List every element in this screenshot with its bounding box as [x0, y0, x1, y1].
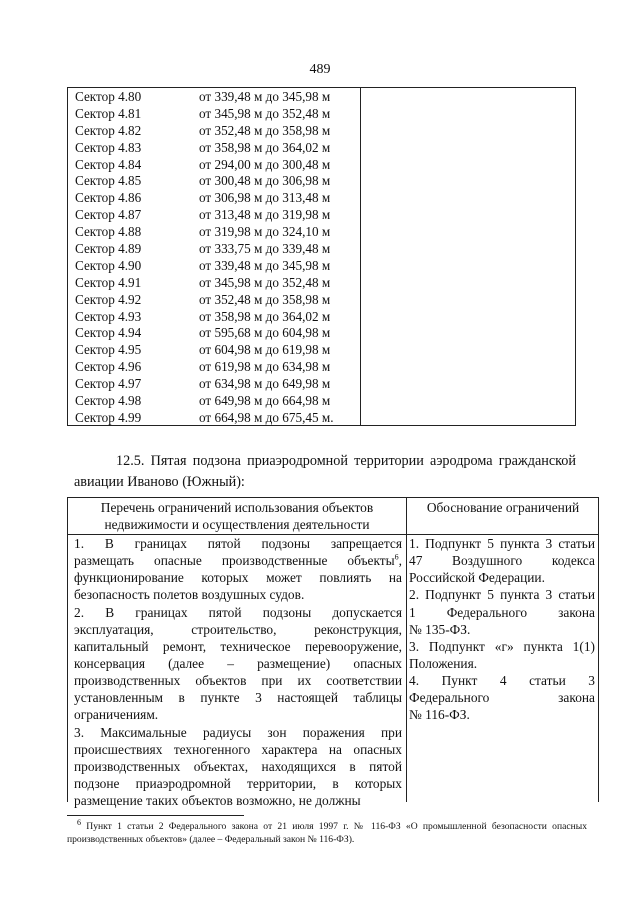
sector-name: Сектор 4.86 — [75, 190, 142, 206]
justification-line: № 116-ФЗ. — [409, 707, 470, 723]
sector-name: Сектор 4.88 — [75, 224, 142, 240]
restriction-line — [74, 569, 402, 586]
sector-range: от 664,98 м до 675,45 м. — [199, 409, 334, 425]
justification-line: Российской Федерации. — [409, 570, 545, 586]
sector-range: от 352,48 м до 358,98 м — [199, 291, 331, 307]
restriction-line-text: ограничениям. — [74, 707, 159, 723]
sector-range: от 313,48 м до 319,98 м — [199, 207, 331, 223]
sector-name: Сектор 4.97 — [75, 376, 142, 392]
section-heading — [74, 451, 576, 493]
header-left-line-2: недвижимости и осуществления деятельности — [104, 516, 370, 532]
restriction-line-text: 1. В границах пятой подзоны запрещается — [74, 536, 402, 551]
sector-row — [75, 89, 359, 106]
sector-range: от 333,75 м до 339,48 м — [199, 241, 331, 257]
footnote-reference: 6 — [394, 552, 399, 562]
sector-name: Сектор 4.89 — [75, 241, 142, 257]
sector-row — [75, 123, 359, 140]
sector-row — [75, 342, 359, 359]
sector-name: Сектор 4.92 — [75, 291, 142, 307]
justification-line: Положения. — [409, 655, 478, 671]
section-heading-line-2: авиации Иваново (Южный): — [74, 474, 245, 490]
sector-row — [75, 241, 359, 258]
sector-name: Сектор 4.80 — [75, 89, 142, 104]
sector-row — [75, 207, 359, 224]
sector-row — [75, 140, 359, 157]
sector-row — [75, 376, 359, 393]
sector-name: Сектор 4.94 — [75, 325, 142, 341]
restriction-line — [74, 638, 402, 655]
sector-range: от 306,98 м до 313,48 м — [199, 190, 331, 206]
header-left-line-1: Перечень ограничений использования объектов — [100, 500, 374, 515]
sector-name: Сектор 4.93 — [75, 308, 142, 324]
restriction-line — [74, 535, 402, 552]
sector-name: Сектор 4.98 — [75, 393, 142, 409]
justification-line: Федерального закона — [409, 690, 595, 706]
restriction-line-text: производственных объектах, находящихся в пятой — [74, 758, 402, 774]
sector-row — [75, 292, 359, 309]
restriction-line-text: капитальный ремонт, техническое перевооружение, — [74, 638, 402, 654]
sector-row — [75, 258, 359, 275]
sector-range: от 300,48 м до 306,98 м — [199, 173, 331, 189]
sector-row — [75, 410, 359, 427]
sector-range: от 619,98 м до 634,98 м — [199, 359, 331, 375]
footnote-text-1: Пункт 1 статьи 2 Федерального закона от 21 июля 1997 г. № 116-ФЗ «О промышленной безопасности опасных — [86, 821, 587, 832]
sector-row — [75, 190, 359, 207]
sector-row — [75, 359, 359, 376]
restriction-line-text: производственных объектов при их соответствии — [74, 673, 402, 689]
restriction-line-text: 2. В границах пятой подзоны допускается — [74, 604, 402, 620]
restriction-line — [74, 706, 402, 723]
restriction-line-text: происшествиях техногенного характера на опасных — [74, 741, 402, 757]
restriction-line-text: подзоне приаэродромной территории, в которых — [74, 775, 402, 791]
restriction-line — [74, 604, 402, 621]
sector-range: от 339,48 м до 345,98 м — [199, 89, 331, 104]
restrictions-text — [74, 535, 402, 809]
page-number: 489 — [309, 62, 331, 77]
justification-line: 1 Федерального закона — [409, 604, 595, 620]
sector-range: от 358,98 м до 364,02 м — [199, 308, 331, 324]
restriction-line-text: размещать опасные производственные объекты — [74, 553, 395, 569]
restriction-line — [74, 672, 402, 689]
justification-line: 2. Подпункт 5 пункта 3 статьи — [409, 587, 595, 603]
footnote-line-1 — [67, 817, 587, 834]
sector-range: от 294,00 м до 300,48 м — [199, 156, 331, 172]
column-divider — [360, 88, 361, 425]
restriction-line-text: размещение таких объектов возможно, не должны — [74, 793, 361, 809]
restriction-line — [74, 741, 402, 758]
sector-row — [75, 275, 359, 292]
sector-range: от 345,98 м до 352,48 м — [199, 274, 331, 290]
sector-name: Сектор 4.83 — [75, 139, 142, 155]
restriction-line — [74, 552, 402, 569]
sector-range: от 352,48 м до 358,98 м — [199, 122, 331, 138]
justification-line: 1. Подпункт 5 пункта 3 статьи — [409, 536, 595, 551]
sector-range: от 319,98 м до 324,10 м — [199, 224, 331, 240]
sector-name: Сектор 4.81 — [75, 105, 142, 121]
restriction-line — [74, 586, 402, 603]
restriction-line-text: безопасность полетов воздушных судов. — [74, 587, 305, 603]
sector-range: от 358,98 м до 364,02 м — [199, 139, 331, 155]
restriction-line — [74, 724, 402, 741]
sector-row — [75, 325, 359, 342]
restriction-line-text: установленным в пункте 3 настоящей таблицы — [74, 690, 402, 706]
footnote — [67, 817, 587, 846]
restriction-line — [74, 689, 402, 706]
justification-line: № 135-ФЗ. — [409, 621, 471, 637]
restriction-line-text: функционирование которых может повлиять на — [74, 570, 402, 586]
sector-name: Сектор 4.85 — [75, 173, 142, 189]
footnote-marker: 6 — [77, 817, 81, 827]
section-heading-line-1: 12.5. Пятая подзона приаэродромной территории аэродрома гражданской — [116, 453, 576, 469]
restriction-line-text: консервация (далее – размещение) опасных — [74, 655, 402, 671]
sector-name: Сектор 4.95 — [75, 342, 142, 358]
sector-range: от 649,98 м до 664,98 м — [199, 393, 331, 409]
footnote-separator — [67, 815, 244, 816]
justification-line: 4. Пункт 4 статьи 3 — [409, 673, 595, 689]
sector-rows — [75, 89, 359, 427]
sector-range: от 595,68 м до 604,98 м — [199, 325, 331, 341]
sector-name: Сектор 4.91 — [75, 274, 142, 290]
sector-row — [75, 393, 359, 410]
restriction-line-text: 3. Максимальные радиусы зон поражения при — [74, 724, 402, 740]
column-divider — [406, 498, 407, 802]
sector-row — [75, 309, 359, 326]
header-justification: Обоснование ограничений — [426, 500, 580, 515]
sector-name: Сектор 4.87 — [75, 207, 142, 223]
sector-name: Сектор 4.99 — [75, 409, 142, 425]
justification-text — [409, 535, 595, 724]
sector-range: от 604,98 м до 619,98 м — [199, 342, 331, 358]
footnote-reference-comma: , — [398, 553, 402, 569]
sector-name: Сектор 4.96 — [75, 359, 142, 375]
restriction-line — [74, 655, 402, 672]
header-restrictions-list — [68, 500, 406, 533]
restrictions-table — [67, 497, 599, 809]
sector-name: Сектор 4.84 — [75, 156, 142, 172]
justification-line: 3. Подпункт «г» пункта 1(1) — [409, 638, 595, 654]
sector-row — [75, 224, 359, 241]
restriction-line — [74, 792, 402, 809]
sector-name: Сектор 4.90 — [75, 257, 142, 273]
restriction-line — [74, 621, 402, 638]
sector-row — [75, 157, 359, 174]
restriction-line — [74, 758, 402, 775]
restriction-line-text: эксплуатация, строительство, реконструкция, — [74, 621, 402, 637]
sector-table — [67, 87, 576, 426]
sector-name: Сектор 4.82 — [75, 122, 142, 138]
restriction-line — [74, 775, 402, 792]
justification-line: 47 Воздушного кодекса — [409, 553, 595, 569]
sector-range: от 634,98 м до 649,98 м — [199, 376, 331, 392]
footnote-line-2: производственных объектов» (далее – Федеральный закон № 116-ФЗ). — [67, 833, 355, 845]
sector-range: от 339,48 м до 345,98 м — [199, 257, 331, 273]
sector-row — [75, 173, 359, 190]
sector-range: от 345,98 м до 352,48 м — [199, 105, 331, 121]
sector-row — [75, 106, 359, 123]
